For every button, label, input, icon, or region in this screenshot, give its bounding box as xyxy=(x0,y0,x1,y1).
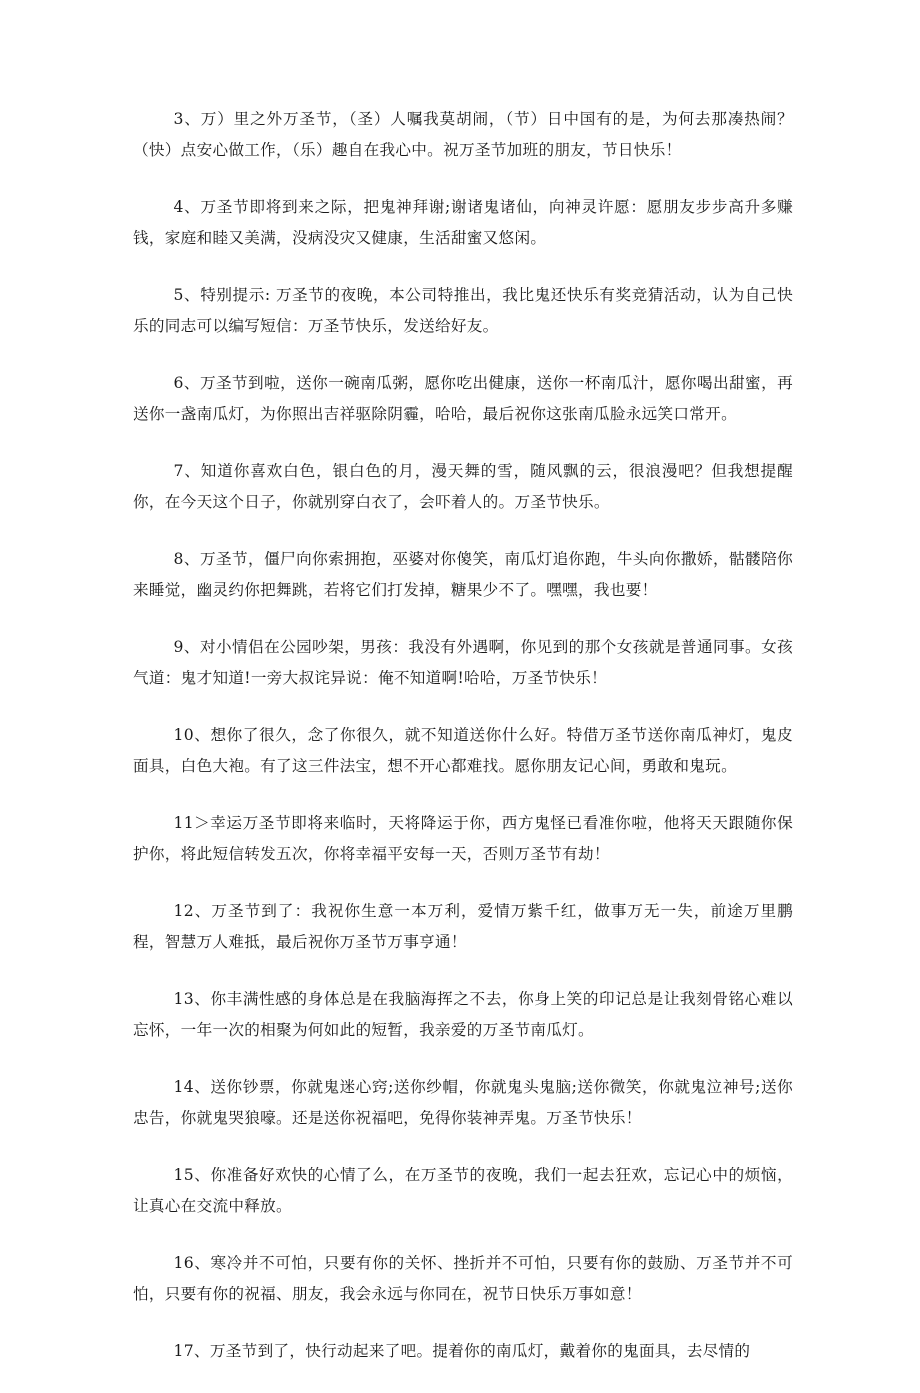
paragraph-12: 12、万圣节到了：我祝你生意一本万利，爱情万紫千红，做事万无一失，前途万里鹏程，智慧万人难抵，最后祝你万圣节万事亨通！ xyxy=(133,902,793,951)
paragraph-13: 13、你丰满性感的身体总是在我脑海挥之不去，你身上笑的印记总是让我刻骨铭心难以忘怀，一年一次的相聚为何如此的短暂，我亲爱的万圣节南瓜灯。 xyxy=(133,990,793,1039)
paragraph-4: 4、万圣节即将到来之际，把鬼神拜谢;谢诸鬼诸仙，向神灵许愿：愿朋友步步高升多赚钱，家庭和睦又美满，没病没灾又健康，生活甜蜜又悠闲。 xyxy=(133,198,793,247)
paragraph-17: 17、万圣节到了，快行动起来了吧。提着你的南瓜灯，戴着你的鬼面具，去尽情的 xyxy=(173,1342,751,1360)
paragraph-7: 7、知道你喜欢白色，银白色的月，漫天舞的雪，随风飘的云，很浪漫吧？但我想提醒你，在今天这个日子，你就别穿白衣了，会吓着人的。万圣节快乐。 xyxy=(133,462,793,511)
paragraph-3: 3、万）里之外万圣节，（圣）人嘱我莫胡闹，（节）日中国有的是，为何去那凑热闹？（快）点安心做工作，（乐）趣自在我心中。祝万圣节加班的朋友，节日快乐！ xyxy=(133,110,793,159)
paragraph-9: 9、对小情侣在公园吵架，男孩：我没有外遇啊，你见到的那个女孩就是普通同事。女孩气道：鬼才知道!一旁大叔诧异说：俺不知道啊!哈哈，万圣节快乐！ xyxy=(133,638,793,687)
paragraph-6: 6、万圣节到啦，送你一碗南瓜粥，愿你吃出健康，送你一杯南瓜汁，愿你喝出甜蜜，再送你一盏南瓜灯，为你照出吉祥驱除阴霾，哈哈，最后祝你这张南瓜脸永远笑口常开。 xyxy=(133,374,793,423)
paragraph-5: 5、特别提示: 万圣节的夜晚，本公司特推出，我比鬼还快乐有奖竞猜活动，认为自己快乐的同志可以编写短信：万圣节快乐，发送给好友。 xyxy=(133,286,793,335)
paragraph-11: 11＞幸运万圣节即将来临时，天将降运于你，西方鬼怪已看准你啦，他将天天跟随你保护你，将此短信转发五次，你将幸福平安每一天，否则万圣节有劫！ xyxy=(133,814,793,863)
paragraph-16: 16、寒冷并不可怕，只要有你的关怀、挫折并不可怕，只要有你的鼓励、万圣节并不可怕，只要有你的祝福、朋友，我会永远与你同在，祝节日快乐万事如意！ xyxy=(133,1254,793,1303)
paragraph-15: 15、你准备好欢快的心情了么，在万圣节的夜晚，我们一起去狂欢，忘记心中的烦恼，让真心在交流中释放。 xyxy=(133,1166,793,1215)
paragraph-8: 8、万圣节，僵尸向你索拥抱，巫婆对你傻笑，南瓜灯追你跑，牛头向你撒娇，骷髅陪你来睡觉，幽灵约你把舞跳，若将它们打发掉，糖果少不了。嘿嘿，我也要！ xyxy=(133,550,793,599)
paragraph-10: 10、想你了很久，念了你很久，就不知道送你什么好。特借万圣节送你南瓜神灯，鬼皮面具，白色大袍。有了这三件法宝，想不开心都难找。愿你朋友记心间，勇敢和鬼玩。 xyxy=(133,726,793,775)
document-body xyxy=(133,104,793,1393)
paragraph-14: 14、送你钞票，你就鬼迷心窍;送你纱帽，你就鬼头鬼脑;送你微笑，你就鬼泣神号;送你忠告，你就鬼哭狼嚎。还是送你祝福吧，免得你装神弄鬼。万圣节快乐！ xyxy=(133,1078,793,1127)
